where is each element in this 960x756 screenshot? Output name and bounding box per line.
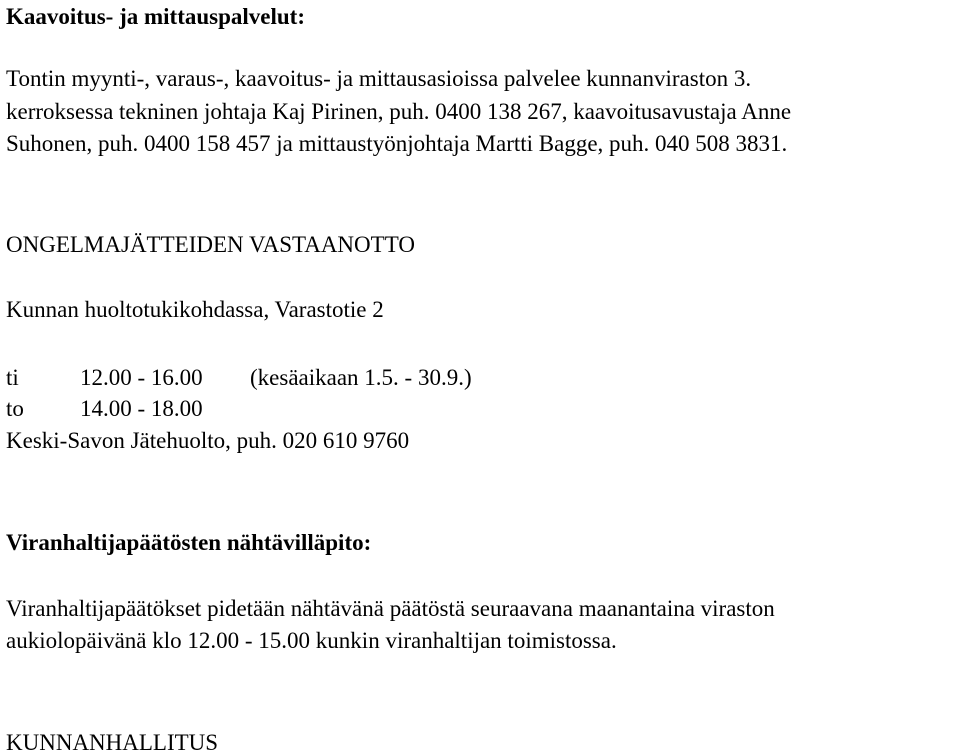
heading-viranhaltijapaatokset: Viranhaltijapäätösten nähtävilläpito: xyxy=(6,530,372,555)
heading-ongelmajatteet: ONGELMAJÄTTEIDEN VASTAANOTTO xyxy=(6,232,415,257)
hours-time: 12.00 - 16.00 xyxy=(80,365,203,390)
body-line-2: kerroksessa tekninen johtaja Kaj Pirinen, puh. 0400 138 267, kaavoitusavustaja Anne xyxy=(6,99,792,124)
contact-line: Keski-Savon Jätehuolto, puh. 020 610 9760 xyxy=(6,428,410,453)
hours-day: to xyxy=(6,396,24,421)
body-line-3: Suhonen, puh. 0400 158 457 ja mittaustyönjohtaja Martti Bagge, puh. 040 508 3831. xyxy=(6,131,788,156)
hours-note: (kesäaikaan 1.5. - 30.9.) xyxy=(250,365,472,390)
body-line-1: Tontin myynti-, varaus-, kaavoitus- ja mittausasioissa palvelee kunnanviraston 3. xyxy=(6,66,752,91)
hours-day: ti xyxy=(6,365,19,390)
heading-kaavoitus: Kaavoitus- ja mittauspalvelut: xyxy=(6,4,305,29)
hours-time: 14.00 - 18.00 xyxy=(80,396,203,421)
location-line: Kunnan huoltotukikohdassa, Varastotie 2 xyxy=(6,297,384,322)
signature: KUNNANHALLITUS xyxy=(6,730,219,755)
body-line-5: aukiolopäivänä klo 12.00 - 15.00 kunkin viranhaltijan toimistossa. xyxy=(6,628,617,653)
body-line-4: Viranhaltijapäätökset pidetään nähtävänä päätöstä seuraavana maanantaina viraston xyxy=(6,596,775,621)
hours-row xyxy=(6,365,472,391)
hours-row xyxy=(6,396,250,422)
